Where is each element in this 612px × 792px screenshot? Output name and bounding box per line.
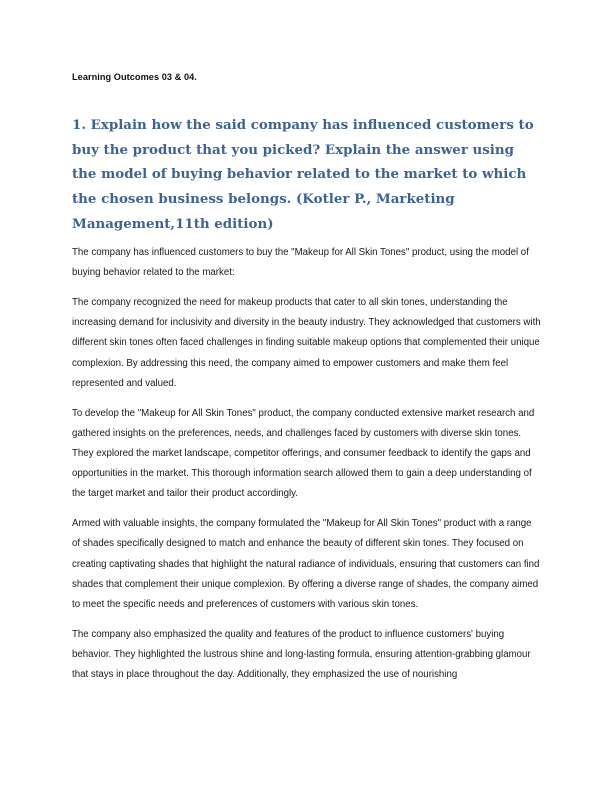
paragraph-information-search: To develop the "Makeup for All Skin Tones" product, the company conducted extensive market research and gathered insights on the preferences, needs, and challenges faced by customers with diverse skin tones. They explored the market landscape, competitor offerings, and consumer feedback to identify the gaps and opportunities in the market. This thorough information search allowed them to gain a deep understanding of the target market and tailor their product accordingly. [72, 407, 535, 500]
question-heading: 1. Explain how the said company has influenced customers to buy the product that you picked? Explain the answer using the model of buying behavior related to the market to which the chosen business belongs. (Kotler P., Marketing Management,11th edition) [72, 117, 534, 232]
paragraph-need-recognition: The company recognized the need for makeup products that cater to all skin tones, understanding the increasing demand for inclusivity and diversity in the beauty industry. They acknowledged that customers with different skin tones often faced challenges in finding suitable makeup options that complemented their unique complexion. By addressing this need, the company aimed to empower customers and make them feel represented and valued. [72, 297, 541, 389]
paragraph-product-formulation: Armed with valuable insights, the company formulated the "Makeup for All Skin Tones" product with a range of shades specifically designed to match and enhance the beauty of different skin tones. They focused on creating captivating shades that highlight the natural radiance of individuals, ensuring that customers can find shades that complement their unique complexion. By offering a diverse range of shades, the company aimed to meet the specific needs and preferences of customers with various skin tones. [72, 518, 540, 611]
paragraph-intro: The company has influenced customers to buy the "Makeup for All Skin Tones" product, using the model of buying behavior related to the market: [72, 247, 529, 279]
learning-outcomes-heading: Learning Outcomes 03 & 04. [72, 72, 197, 82]
paragraph-quality-features: The company also emphasized the quality and features of the product to influence customers' buying behavior. They highlighted the lustrous shine and long-lasting formula, ensuring attention-grabbing glamour that stays in place throughout the day. Additionally, they emphasized the use of nourishing [72, 628, 531, 681]
answer-body [72, 243, 542, 695]
